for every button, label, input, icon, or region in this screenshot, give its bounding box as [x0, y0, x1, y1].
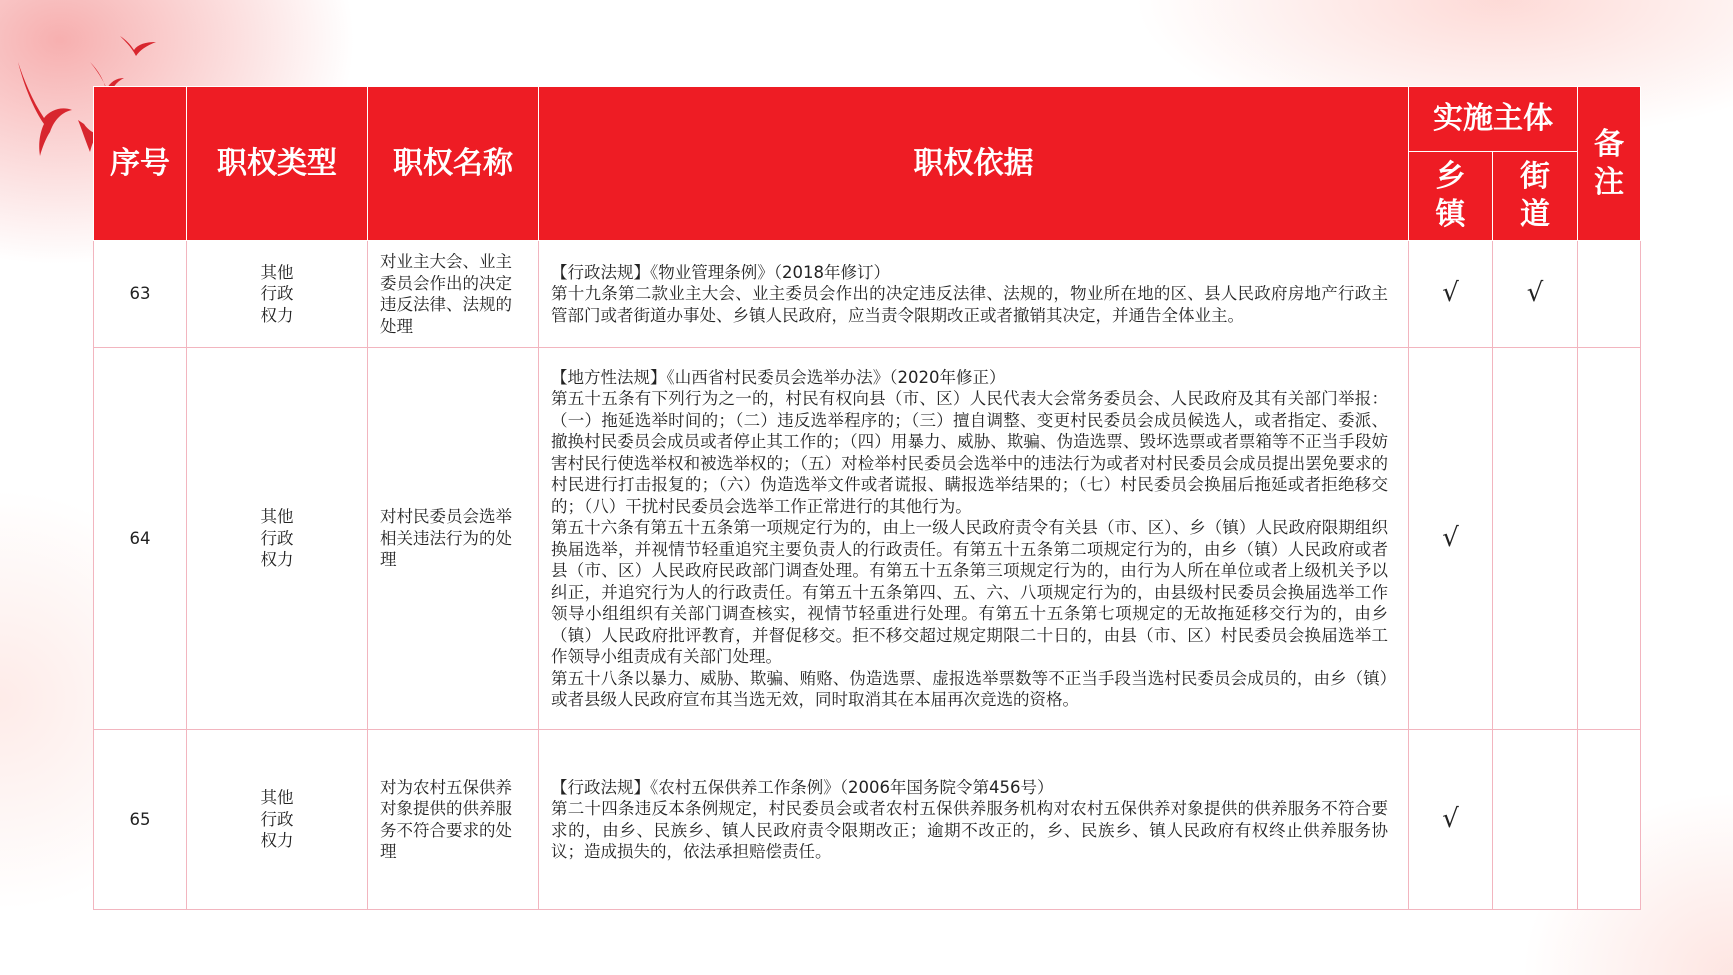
- row-number: 64: [94, 348, 187, 730]
- table-row: [94, 730, 1641, 910]
- township-check: √: [1409, 730, 1493, 910]
- basis-line: 第十九条第二款业主大会、业主委员会作出的决定违反法律、法规的，物业所在地的区、县人民政府房地产行政主管部门或者街道办事处、乡镇人民政府，应当责令限期改正或者撤销其决定，并通告全体业主。: [551, 284, 1388, 325]
- header-township: 乡镇: [1409, 152, 1493, 241]
- row-type: 其他行政权力: [187, 730, 368, 910]
- row-remarks: [1578, 730, 1641, 910]
- bird-icon: [18, 62, 72, 156]
- row-remarks: [1578, 241, 1641, 348]
- township-check: √: [1409, 348, 1493, 730]
- header-basis: 职权依据: [539, 87, 1409, 241]
- basis-line: 第五十五条有下列行为之一的，村民有权向县（市、区）人民代表大会常务委员会、人民政府及其有关部门举报：（一）拖延选举时间的；（二）违反选举程序的；（三）擅自调整、变更村民委员会成员候选人，或者指定、委派、撤换村民委员会成员或者停止其工作的；（四）用暴力、威胁、欺骗、伪造选票、毁坏选票或者票箱等不正当手段妨害村民行使选举权和被选举权的；（五）对检举村民委员会选举中的违法行为或者对村民委员会成员提出罢免要求的村民进行打击报复的；（六）伪造选举文件或者谎报、瞒报选举结果的；（七）村民委员会换届后拖延或者拒绝移交的；（八）干扰村民委员会选举工作正常进行的其他行为。: [551, 389, 1388, 516]
- basis-line: 【地方性法规】《山西省村民委员会选举办法》（2020年修正）: [551, 367, 1006, 387]
- row-number: 63: [94, 241, 187, 348]
- table-row: [94, 348, 1641, 730]
- authority-table: [93, 86, 1641, 910]
- basis-line: 第五十六条有第五十五条第一项规定行为的，由上一级人民政府责令有关县（市、区）、乡（镇）人民政府限期组织换届选举，并视情节轻重追究主要负责人的行政责任。有第五十五条第二项规定行为的，由乡（镇）人民政府或者县（市、区）人民政府民政部门调查处理。有第五十五条第三项规定行为的，由行为人所在单位或者上级机关予以纠正，并追究行为人的行政责任。有第五十五条第四、五、六、八项规定行为的，由县级村民委员会换届选举工作领导小组组织有关部门调查核实，视情节轻重进行处理。有第五十五条第七项规定的无故拖延移交行为的，由乡（镇）人民政府批评教育，并督促移交。拒不移交超过规定期限二十日的，由县（市、区）村民委员会换届选举工作领导小组责成有关部门处理。: [551, 518, 1388, 666]
- street-check: [1493, 348, 1578, 730]
- header-street: 街道: [1493, 152, 1578, 241]
- header-remarks: 备注: [1578, 87, 1641, 241]
- row-basis: [539, 241, 1409, 348]
- basis-line: 【行政法规】《农村五保供养工作条例》（2006年国务院令第456号）: [551, 777, 1054, 797]
- row-name: 对为农村五保供养对象提供的供养服务不符合要求的处理: [368, 730, 539, 910]
- header-type: 职权类型: [187, 87, 368, 241]
- row-name: 对村民委员会选举相关违法行为的处理: [368, 348, 539, 730]
- basis-line: 第五十八条以暴力、威胁、欺骗、贿赂、伪造选票、虚报选举票数等不正当手段当选村民委员会成员的，由乡（镇）或者县级人民政府宣布其当选无效，同时取消其在本届再次竞选的资格。: [551, 668, 1388, 709]
- header-number: 序号: [94, 87, 187, 241]
- row-type: 其他行政权力: [187, 241, 368, 348]
- street-check: [1493, 730, 1578, 910]
- row-basis: [539, 348, 1409, 730]
- bird-icon: [120, 36, 156, 56]
- row-basis: [539, 730, 1409, 910]
- row-remarks: [1578, 348, 1641, 730]
- township-check: √: [1409, 241, 1493, 348]
- basis-line: 第二十四条违反本条例规定，村民委员会或者农村五保供养服务机构对农村五保供养对象提供的供养服务不符合要求的，由乡、民族乡、镇人民政府责令限期改正；逾期不改正的，乡、民族乡、镇人民政府有权终止供养服务协议；造成损失的，依法承担赔偿责任。: [551, 799, 1388, 861]
- street-check: √: [1493, 241, 1578, 348]
- row-number: 65: [94, 730, 187, 910]
- header-name: 职权名称: [368, 87, 539, 241]
- header-subject: 实施主体: [1409, 87, 1578, 152]
- table-row: [94, 241, 1641, 348]
- basis-line: 【行政法规】《物业管理条例》（2018年修订）: [551, 262, 890, 282]
- row-name: 对业主大会、业主委员会作出的决定违反法律、法规的处理: [368, 241, 539, 348]
- row-type: 其他行政权力: [187, 348, 368, 730]
